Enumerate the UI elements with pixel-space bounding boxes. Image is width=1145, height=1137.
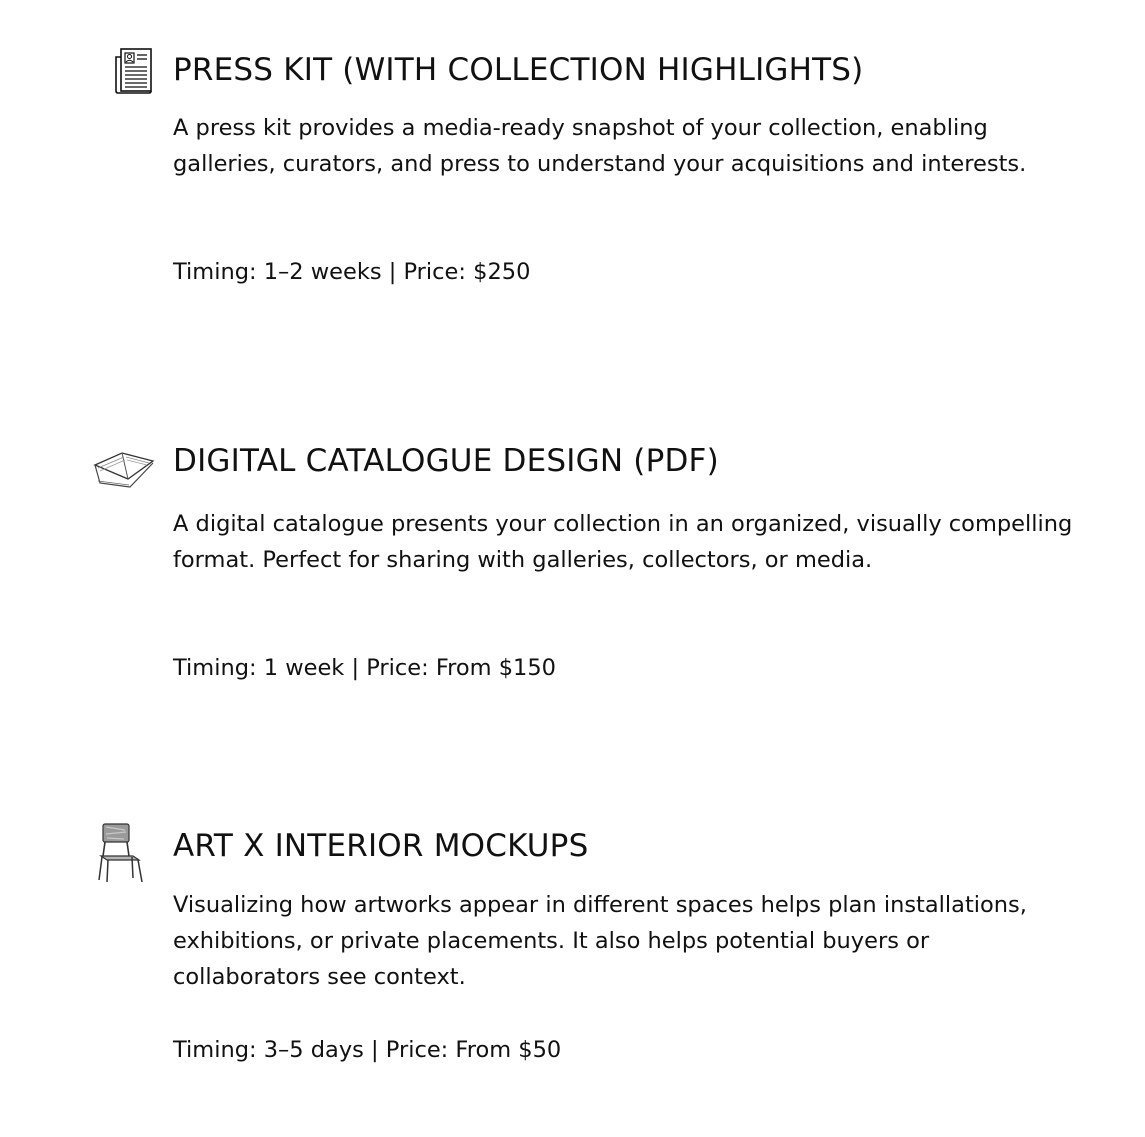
service-description: A digital catalogue presents your collection in an organized, visually compelling format. Perfect for sharing with galleries, collectors, or media. [173, 511, 1073, 573]
service-description: A press kit provides a media-ready snapshot of your collection, enabling galleries, curators, and press to understand your acquisitions and interests. [173, 115, 1027, 177]
service-timing-price: Timing: 3–5 days | Price: From $50 [173, 1037, 562, 1063]
service-title: ART X INTERIOR MOCKUPS [173, 828, 589, 864]
service-description: Visualizing how artworks appear in different spaces helps plan installations, exhibitions, or private placements. It also helps potential buyers or collaborators see context. [173, 892, 1027, 990]
chair-icon [97, 822, 145, 884]
service-timing-price: Timing: 1–2 weeks | Price: $250 [173, 259, 531, 285]
service-title: PRESS KIT (WITH COLLECTION HIGHLIGHTS) [173, 52, 864, 88]
service-title: DIGITAL CATALOGUE DESIGN (PDF) [173, 443, 719, 479]
open-book-icon [92, 443, 156, 489]
service-timing-price: Timing: 1 week | Price: From $150 [173, 655, 556, 681]
press-kit-icon [112, 47, 154, 95]
